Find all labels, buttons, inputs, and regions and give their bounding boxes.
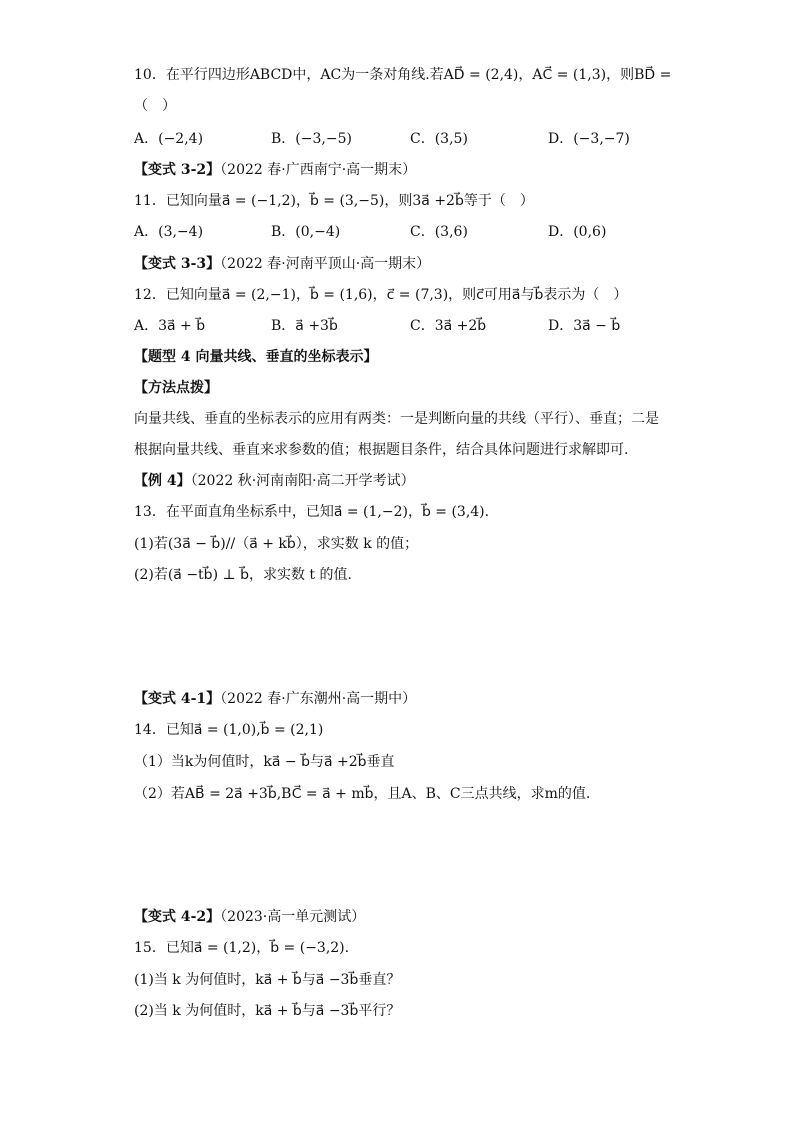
- q15-part-1: (1)当 k 为何值时，ka⃗ + b⃗与a⃗ −3b⃗垂直？: [134, 972, 401, 988]
- q11-option-a: A．(3,−4): [134, 224, 204, 240]
- variant-3-3-heading: [134, 254, 430, 274]
- q13-text: 13．在平面直角坐标系中，已知a⃗ = (1,−2)，b⃗ = (3,4).: [134, 504, 490, 520]
- variant-4-1-heading: [134, 689, 416, 709]
- variant-4-2-label: 【变式 4-2】: [134, 909, 221, 925]
- method-label: 【方法点拨】: [134, 380, 218, 396]
- variant-4-2-source: （2023·高一单元测试）: [220, 909, 366, 925]
- variant-3-2-label: 【变式 3-2】: [134, 162, 221, 178]
- method-line-1: 向量共线、垂直的坐标表示的应用有两类：一是判断向量的共线（平行）、垂直；二是: [134, 411, 659, 427]
- q12-option-b: B．a⃗ +3b⃗: [271, 318, 338, 334]
- q12-text: 12．已知向量a⃗ = (2,−1)，b⃗ = (1,6)，c⃗ = (7,3)，则c⃗可用a⃗与b⃗表示为（ ）: [134, 287, 628, 303]
- q13-part-2: (2)若(a⃗ −tb⃗) ⊥ b⃗，求实数 t 的值.: [134, 567, 352, 583]
- q13-part-1: (1)若(3a⃗ − b⃗)//（a⃗ + kb⃗），求实数 k 的值；: [134, 536, 419, 552]
- example-4-label: 【例 4】: [134, 473, 191, 489]
- variant-4-1-label: 【变式 4-1】: [134, 691, 221, 707]
- q14-part-2: （2）若AB⃗ = 2a⃗ +3b⃗,BC⃗ = a⃗ + mb⃗，且A、B、C三点共线，求m的值.: [134, 786, 591, 802]
- q15-part-2: (2)当 k 为何值时，ka⃗ + b⃗与a⃗ −3b⃗平行？: [134, 1003, 401, 1019]
- variant-3-3-source: （2022 春·河南平顶山·高一期末）: [220, 256, 431, 272]
- q10-option-b: B．(−3,−5): [271, 131, 352, 147]
- q10-text: 10．在平行四边形ABCD中，AC为一条对角线.若AD⃗ = (2,4)，AC⃗ = (1,3)，则BD⃗ =: [134, 67, 672, 83]
- q14-text: 14．已知a⃗ = (1,0),b⃗ = (2,1): [134, 722, 324, 738]
- q11-option-d: D．(0,6): [548, 224, 607, 240]
- topic-4-title: 【题型 4 向量共线、垂直的坐标表示】: [134, 349, 378, 365]
- variant-3-2-heading: [134, 160, 416, 180]
- q14-part-1: （1）当k为何值时，ka⃗ − b⃗与a⃗ +2b⃗垂直: [134, 754, 395, 770]
- q12-option-c: C．3a⃗ +2b⃗: [410, 318, 487, 334]
- variant-3-3-label: 【变式 3-3】: [134, 256, 221, 272]
- variant-4-2-heading: [134, 907, 365, 927]
- q12-option-a: A．3a⃗ + b⃗: [134, 318, 206, 334]
- q11-option-c: C．(3,6): [410, 224, 468, 240]
- q11-option-b: B．(0,−4): [271, 224, 341, 240]
- q10-option-c: C．(3,5): [410, 131, 468, 147]
- variant-3-2-source: （2022 春·广西南宁·高一期末）: [220, 162, 417, 178]
- q10-blank: （ ）: [134, 98, 176, 114]
- q11-text: 11．已知向量a⃗ = (−1,2)，b⃗ = (3,−5)，则3a⃗ +2b⃗等于（ ）: [134, 193, 534, 209]
- example-4-source: （2022 秋·河南南阳·高二开学考试）: [190, 473, 415, 489]
- q12-option-d: D．3a⃗ − b⃗: [548, 318, 621, 334]
- q10-option-a: A．(−2,4): [134, 131, 204, 147]
- q10-option-d: D．(−3,−7): [548, 131, 630, 147]
- example-4-heading: [134, 471, 415, 491]
- q15-text: 15．已知a⃗ = (1,2)，b⃗ = (−3,2).: [134, 940, 350, 956]
- method-line-2: 根据向量共线、垂直来求参数的值；根据题目条件，结合具体问题进行求解即可.: [134, 442, 629, 458]
- variant-4-1-source: （2022 春·广东潮州·高一期中）: [220, 691, 417, 707]
